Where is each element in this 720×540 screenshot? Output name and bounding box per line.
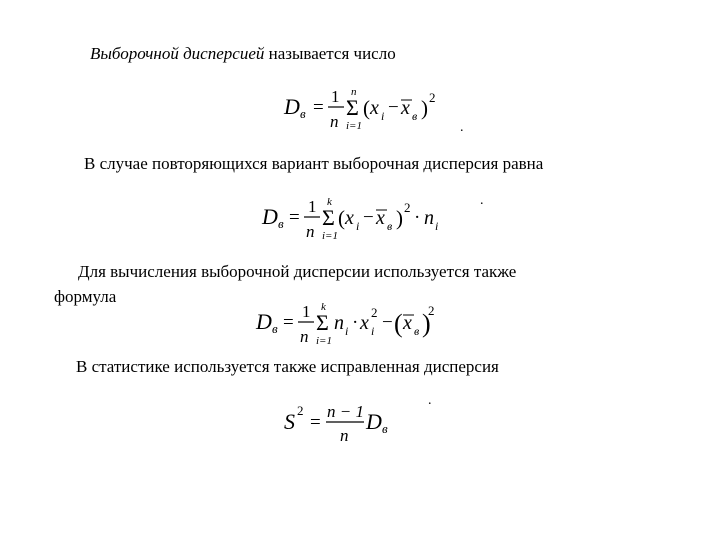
f4-lhs-pow: 2 xyxy=(297,403,304,418)
f3-x: x xyxy=(360,312,369,334)
f2-lparen: ( xyxy=(338,206,345,230)
f4-eq: = xyxy=(310,412,321,433)
f2-rparen: ) xyxy=(396,206,403,230)
computation-line-2: формула xyxy=(54,287,117,306)
f4-num: n − 1 xyxy=(327,402,364,421)
f2-num: 1 xyxy=(308,197,317,216)
f2-sigma: Σ xyxy=(322,205,335,230)
f3-eq: = xyxy=(283,312,294,333)
f1-eq: = xyxy=(313,97,324,118)
f1-rparen: ) xyxy=(421,96,428,120)
f1-lhs: D xyxy=(284,94,300,119)
f3-n-sub: i xyxy=(345,324,349,338)
f4-D-sub: в xyxy=(382,421,388,436)
f2-x: x xyxy=(345,207,354,229)
f3-x-sub: i xyxy=(371,324,375,338)
f2-den: n xyxy=(306,222,315,241)
f4-den: n xyxy=(340,426,349,445)
f1-sigma: Σ xyxy=(346,95,359,120)
f1-lparen: ( xyxy=(363,96,370,120)
f3-upper: k xyxy=(321,301,326,313)
f1-minus: − xyxy=(388,97,399,118)
f3-pow: 2 xyxy=(428,303,435,318)
f4-lhs: S xyxy=(284,409,295,434)
f2-lhs: D xyxy=(262,204,278,229)
f3-minus: − xyxy=(382,312,393,333)
f1-upper: n xyxy=(351,86,357,98)
f3-num: 1 xyxy=(302,302,311,321)
f1-x: x xyxy=(370,97,379,119)
f3-lower: i=1 xyxy=(316,335,332,347)
repeated-variants-line: В случае повторяющихся вариант выборочная дисперсия равна xyxy=(84,154,544,173)
f1-pow: 2 xyxy=(429,90,436,105)
corrected-variance-line: В статистике используется также исправленная дисперсия xyxy=(76,357,499,376)
f3-lhs-sub: в xyxy=(272,321,278,336)
f2-eq: = xyxy=(289,207,300,228)
f3-rparen: ) xyxy=(422,309,431,338)
formula-corrected-variance xyxy=(280,395,420,451)
f3-dot: · xyxy=(352,312,359,333)
f3-x-pow: 2 xyxy=(371,305,378,320)
punctuation-dot-1: . xyxy=(460,120,464,135)
f4-D: D xyxy=(366,409,382,434)
f2-upper: k xyxy=(327,196,332,208)
punctuation-dot-3: . xyxy=(428,393,432,408)
f3-lparen: ( xyxy=(394,309,403,338)
term-sample-variance: Выборочной дисперсией xyxy=(90,44,265,63)
punctuation-dot-2: . xyxy=(480,193,484,208)
f2-pow: 2 xyxy=(404,200,411,215)
formula-sample-variance xyxy=(280,80,460,136)
f2-dot: · xyxy=(414,207,421,228)
f2-n-sub: i xyxy=(435,219,439,233)
f2-xbar-sub: в xyxy=(387,219,393,233)
f1-lhs-sub: в xyxy=(300,106,306,121)
f3-lhs: D xyxy=(256,309,272,334)
f1-num: 1 xyxy=(331,87,340,106)
formula-computational xyxy=(252,295,452,351)
f3-den: n xyxy=(300,327,309,346)
f1-xbar: x xyxy=(401,97,410,119)
f2-lower: i=1 xyxy=(322,230,338,242)
f2-minus: − xyxy=(363,207,374,228)
f3-sigma: Σ xyxy=(316,310,329,335)
definition-line xyxy=(90,44,396,64)
f1-den: n xyxy=(330,112,339,131)
f2-lhs-sub: в xyxy=(278,216,284,231)
f2-x-sub: i xyxy=(356,219,360,233)
computation-line-1: Для вычисления выборочной дисперсии используется также xyxy=(78,262,517,281)
f2-n: n xyxy=(424,207,434,229)
f2-xbar: x xyxy=(376,207,385,229)
f3-xbar: x xyxy=(403,312,412,334)
formula-repeated-variants xyxy=(258,190,458,246)
f3-n: n xyxy=(334,312,344,334)
definition-rest: называется число xyxy=(264,44,396,63)
f1-lower: i=1 xyxy=(346,120,362,132)
f1-x-sub: i xyxy=(381,109,385,123)
f3-xbar-sub: в xyxy=(414,324,420,338)
f1-xbar-sub: в xyxy=(412,109,418,123)
